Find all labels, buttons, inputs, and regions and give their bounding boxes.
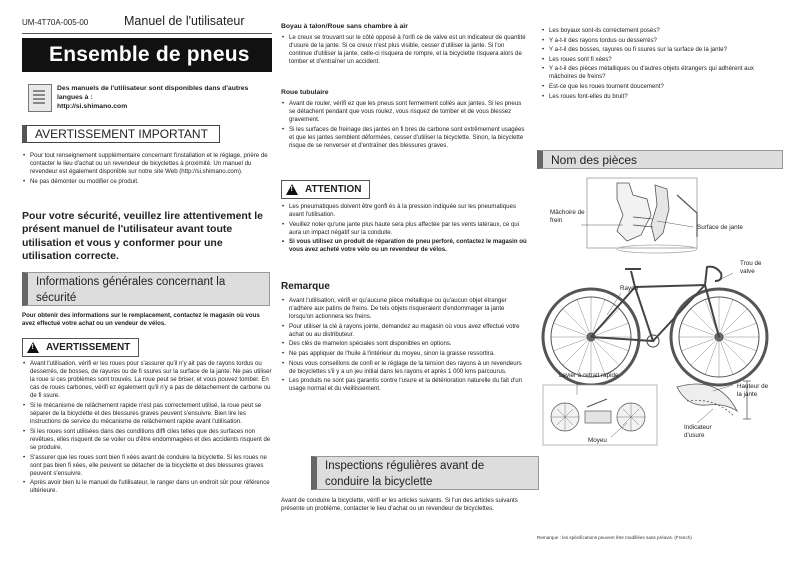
label-wear-indicator: Indicateur d'usure xyxy=(684,424,712,440)
attention-item: • Veuillez noter qu'une jante plus haute sera plus affectée par les vents latéraux, ce qui aura un impact négatif sur la conduite. xyxy=(289,221,527,237)
label-rim-height: Hauteur de la jante xyxy=(737,383,769,399)
header-rule xyxy=(22,33,272,34)
parts-heading: Nom des pièces xyxy=(537,150,783,169)
manual-book-icon xyxy=(28,84,52,112)
spec-footnote: Remarque : les spécifications peuvent être modifiées sans préavis. (French) xyxy=(537,535,692,540)
warning-item: • Si le mécanisme de relâchement rapide n'est pas correctement utilisé, la roue peut se séparer de la bicyclette et des blessures graves peuvent s'ensuivre. Bien lire les instructions de service du mécanisme de relâchement rapide avant l'utilisation. xyxy=(30,402,272,426)
important-item: • Ne pas démonter ou modifier ce produit. xyxy=(30,178,272,186)
important-heading: AVERTISSEMENT IMPORTANT xyxy=(22,125,220,143)
tubular-item: • Avant de rouler, vérifi ez que les pneus sont fermement collés aux jantes. Si les pneus se détachent pendant que vous roulez, vous risquez de tomber et de vous blessez gravement. xyxy=(289,100,527,124)
remarque-list xyxy=(281,297,527,395)
warning-triangle-icon xyxy=(27,342,39,353)
caution-triangle-icon xyxy=(286,184,298,195)
tubeless-heading: Boyau à talon/Roue sans chambre à air xyxy=(281,23,408,30)
general-safety-intro: Pour obtenir des informations sur le remplacement, contactez le magasin où vous avez effectué votre achat ou un vendeur de vélos. xyxy=(22,312,260,328)
tubular-section xyxy=(281,88,527,152)
warning-item: • Si les roues sont utilisées dans des conditions diffi ciles telles que des surfaces non revêtues, elles risquent de se voiler ou d'être endommagées et des accidents risquent de se produire. xyxy=(30,428,272,452)
inspection-item: • Les roues sont fi xées? xyxy=(549,56,783,64)
remarque-item: • Ne pas appliquer de l'huile à l'intérieur du moyeu, sinon la graisse ressortira. xyxy=(289,350,527,358)
page-title: Ensemble de pneus xyxy=(22,38,272,72)
attention-heading-label: ATTENTION xyxy=(305,184,362,195)
tubeless-section xyxy=(281,22,527,68)
tubular-heading: Roue tubulaire xyxy=(281,89,329,96)
attention-heading xyxy=(281,180,370,199)
inspection-item: • Les boyaux sont-ils correctement posés? xyxy=(549,27,783,35)
quick-release-illustration xyxy=(543,385,657,445)
label-valve-hole: Trou de valve xyxy=(740,260,762,276)
important-item: • Pour tout renseignement supplémentaire concernant l'installation et le réglage, prière de contacter le lieu d'achat ou un revendeur de bicyclettes à proximité. Un manuel du revendeur est également disponible sur notre site Web (http://si.shimano.com). xyxy=(30,152,272,176)
bike-frame xyxy=(591,267,721,347)
manual-label: Manuel de l'utilisateur xyxy=(124,14,245,28)
brake-detail-illustration xyxy=(587,178,697,253)
warning-item: • S'assurer que les roues sont bien fi xées avant de conduire la bicyclette. Si les roues ne sont pas bien fi xées, elle peuvent se détacher de la bicyclette et des blessures graves peuvent s'ensuivre. xyxy=(30,454,272,478)
warning-item: • Avant l'utilisation, vérifi er les roues pour s'assurer qu'il n'y ait pas de rayons tordus ou desserrés, de bosses, de rayures ou de fi ssures sur la surface de la jante. Ne pas utiliser la roue si ces problèmes sont trouvés. La roue peut se briser, et vous pouvez tomber. En cas de roues carbones, vérifi ez également qu'il n'y a pas de détachement de carbone ou de fi ssure. xyxy=(30,360,272,400)
inspections-heading: Inspections régulières avant de conduire la bicyclette xyxy=(311,456,539,490)
important-list xyxy=(22,152,272,187)
tubular-item: • Si les surfaces de freinage des jantes en fi bres de carbone sont extrêmement usagées et que les jantes semblent déformées, cesser d'utiliser la bicyclette. Sinon, la bicyclette risque de se renverser et d'entraîner des blessures graves. xyxy=(289,126,527,150)
label-rim-surface: Surface de jante xyxy=(697,224,743,231)
label-spoke: Rayon xyxy=(620,285,639,292)
document-id: UM-4T70A-005-00 xyxy=(22,18,89,27)
attention-item: • Les pneumatiques doivent être gonfl és à la pression indiquée sur les pneumatiques avant l'utilisation. xyxy=(289,203,527,219)
tubeless-item: • Le creux se trouvant sur le côté opposé à l'orifi ce de valve est un indicateur de quantité d'usure de la jante. Si ce creux n'est plus visible, cesser d'utiliser la jante. Si l'on continue d'utiliser la jante, celle-ci risquera de rompre, et la bicyclette risquera alors de tomber et d'entraîner un accident. xyxy=(289,34,527,66)
inspections-intro: Avant de conduire la bicyclette, vérifi er les articles suivants. Si l'un des articles suivants présente un problème, contacter le lieu d'achat ou un revendeur de bicyclettes. xyxy=(281,497,518,513)
remarque-item: • Pour utiliser la clé à rayons jointe, demandez au magasin où vous avez effectué votre achat ou au distributeur. xyxy=(289,323,527,339)
warning-list xyxy=(22,360,272,497)
warning-heading-label: AVERTISSEMENT xyxy=(46,342,131,353)
inspection-item: • Y a-t-il des bosses, rayures ou fi ssures sur la surface de la jante? xyxy=(549,46,783,54)
general-safety-heading: Informations générales concernant la sécurité xyxy=(22,272,270,306)
remarque-item: • Des clés de mamelon spéciales sont disponibles en options. xyxy=(289,340,527,348)
warning-heading xyxy=(22,338,139,357)
attention-list xyxy=(281,203,527,256)
manuals-info xyxy=(57,84,269,112)
inspections-list xyxy=(541,27,783,102)
label-hub: Moyeu xyxy=(588,437,607,444)
inspection-item: • Est-ce que les roues tournent doucement? xyxy=(549,83,783,91)
manuals-info-url[interactable]: http://si.shimano.com xyxy=(57,103,128,111)
manuals-info-text: Des manuels de l'utilisateur sont disponibles dans d'autres langues à : xyxy=(57,85,249,102)
inspection-item: • Les roues font-elles du bruit? xyxy=(549,93,783,101)
safety-notice: Pour votre sécurité, veuillez lire attentivement le présent manuel de l'utilisateur avant toute utilisation et vous y conformer pour une utilisation correcte. xyxy=(22,210,264,263)
remarque-heading: Remarque xyxy=(281,281,330,292)
remarque-item: • Les produits ne sont pas garantis contre l'usure et la détérioration naturelle du fait d'un usage normal et du vieillissement. xyxy=(289,377,527,393)
warning-item: • Après avoir bien lu le manuel de l'utilisateur, le ranger dans un endroit sûr pour référence ultérieure. xyxy=(30,479,272,495)
remarque-item: • Avant l'utilisation, vérifi er qu'aucune pièce métallique ou qu'aucun objet étranger n'adhère aux patins de freins. De tels objets risqueraient d'endommager la jante lorsqu'on actionnera les freins. xyxy=(289,297,527,321)
inspection-item: • Y a-t-il des rayons tordus ou desserrés? xyxy=(549,37,783,45)
inspection-item: • Y a-t-il des pièces métalliques ou d'autres objets étrangers qui adhèrent aux mâchoires de freins? xyxy=(549,65,783,81)
attention-item: • Si vous utilisez un produit de réparation de pneu perforé, contactez le magasin où vous avez acheté votre vélo ou un revendeur de vélos. xyxy=(289,238,527,254)
label-quick-release: Levier à retrait rapide xyxy=(559,372,619,379)
label-brake-shoe: Mâchoire de frein xyxy=(550,209,585,225)
remarque-item: • Nous vous conseillons de confi er le réglage de la tension des rayons à un revendeurs de bicyclettes s'il y a un jeu initial dans les rayons et après 1 000 kms parcourus. xyxy=(289,360,527,376)
